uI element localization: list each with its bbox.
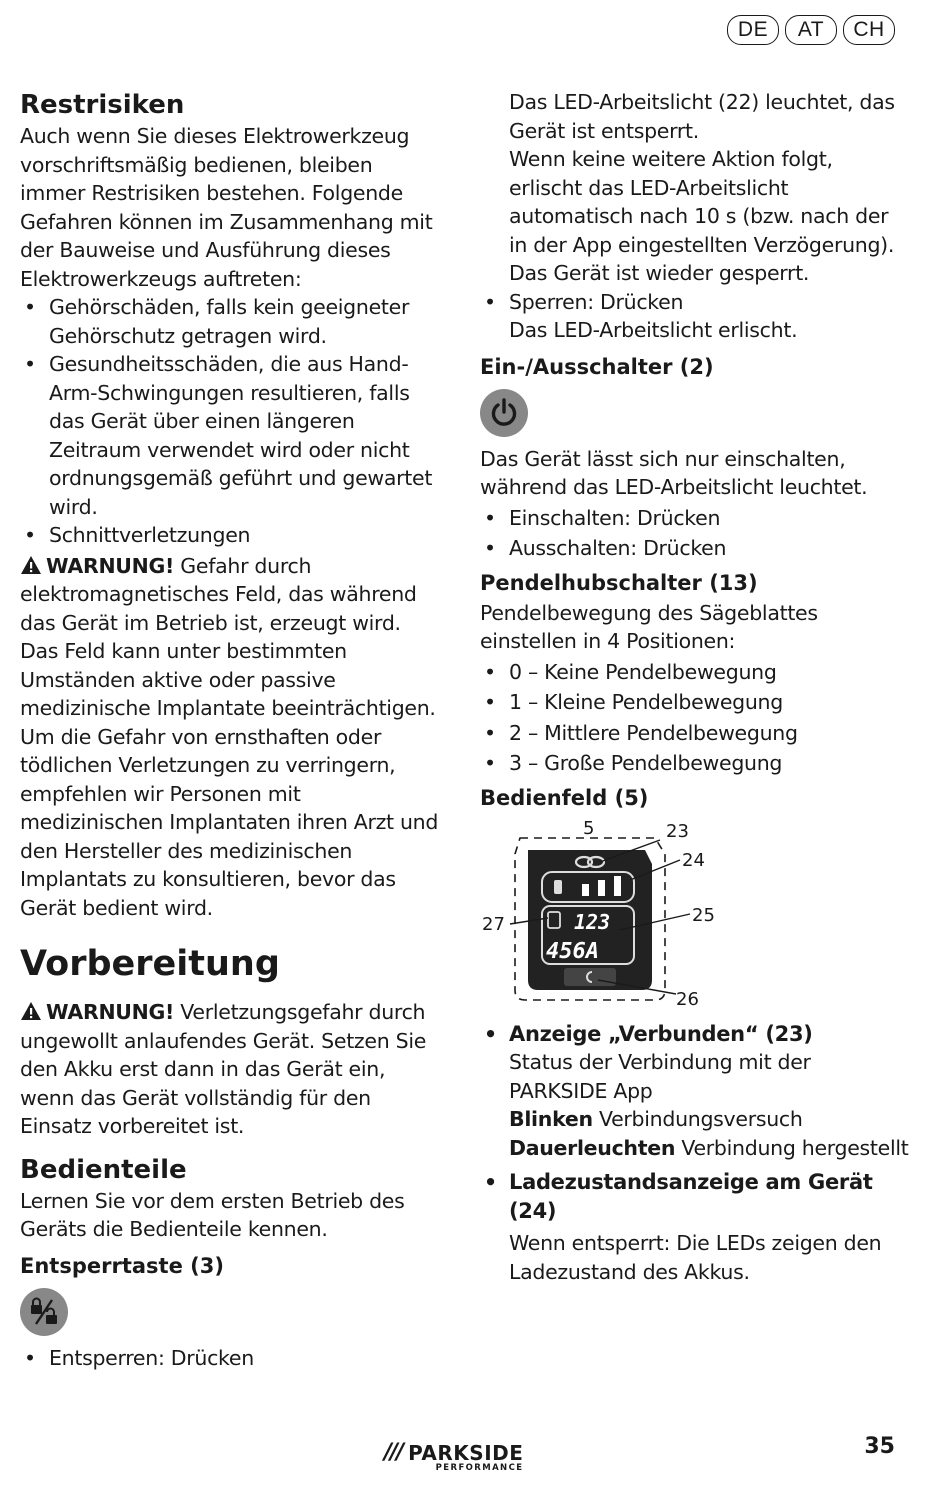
panel-button	[564, 968, 616, 986]
list-item: • Sperren: Drücken	[480, 288, 910, 317]
lang-badge-ch: CH	[843, 15, 895, 45]
bedienfeld-list	[480, 1020, 910, 1287]
anzeige-heading: • Anzeige „Verbunden“ (23)	[509, 1021, 813, 1046]
entsperr-continued-2: Wenn keine weitere Aktion folgt, erlischt das LED-Arbeitslicht automatisch nach 10 s (bzw. nach der in der App eingestellten Verzögerung). Das Gerät ist wieder gesperrt.	[509, 147, 895, 285]
language-badges	[727, 15, 895, 45]
control-panel-illustration	[480, 820, 740, 1010]
list-item: • Gesundheitsschäden, die aus Hand-Arm-Schwingungen resultieren, falls das Gerät über einen längeren Zeitraum verwendet wird oder nicht ordnungsgemäß geführt und gewartet wird.	[20, 350, 440, 521]
logo-word: PARKSIDE	[408, 1440, 524, 1465]
warning-triangle-icon	[20, 555, 42, 575]
warning-label: WARNUNG!	[46, 1000, 175, 1024]
digits-bottom: 456A	[546, 938, 599, 964]
callout-27: 27	[482, 913, 505, 935]
list-item: • Einschalten: Drücken	[480, 504, 910, 533]
list-item: • 0 – Keine Pendelbewegung	[480, 658, 910, 687]
pendel-text: Pendelbewegung des Sägeblattes einstellen in 4 Positionen:	[480, 600, 818, 653]
entsperr-continued-1: Das LED-Arbeitslicht (22) leuchtet, das Gerät ist entsperrt.	[509, 90, 895, 143]
callout-5: 5	[583, 819, 595, 839]
bedienteile-heading: Bedienteile	[20, 1154, 187, 1185]
logo-sub: PERFORMANCE	[435, 1463, 524, 1473]
list-item: • Ausschalten: Drücken	[480, 534, 910, 563]
blinken-line	[509, 1105, 910, 1134]
left-column	[20, 84, 440, 1372]
battery-led-2	[598, 880, 605, 896]
callout-23: 23	[666, 820, 689, 842]
callout-25: 25	[692, 904, 715, 926]
blinken-label: Blinken	[509, 1107, 593, 1131]
right-column	[480, 84, 910, 1286]
warning-text: Verletzungsgefahr durch ungewollt anlaufendes Gerät. Setzen Sie den Akku erst dann in das Gerät ein, wenn das Gerät vollständig für den Einsatz vorbereitet ist.	[20, 1000, 427, 1138]
list-item: • 1 – Kleine Pendelbewegung	[480, 688, 910, 717]
pendel-list	[480, 658, 910, 778]
entsperrtaste-list	[20, 1344, 440, 1373]
warning-label: WARNUNG!	[46, 553, 175, 578]
digits-top: 123	[574, 909, 611, 934]
parkside-logo	[384, 1440, 523, 1473]
lang-badge-at: AT	[785, 15, 837, 45]
einaus-text: Das Gerät lässt sich nur einschalten, während das LED-Arbeitslicht leuchtet.	[480, 446, 868, 499]
sperren-list	[480, 288, 910, 317]
list-item: • Schnittverletzungen	[20, 521, 440, 550]
anzeige-text: Status der Verbindung mit der PARKSIDE App	[509, 1050, 811, 1103]
list-item	[480, 1168, 910, 1286]
ladezustand-heading: • Ladezustandsanzeige am Gerät (24)	[509, 1170, 873, 1223]
logo-slashes-icon: ///	[384, 1440, 403, 1465]
list-item: • 3 – Große Pendelbewegung	[480, 749, 910, 778]
list-item: • 2 – Mittlere Pendelbewegung	[480, 719, 910, 748]
restrisiken-list	[20, 293, 440, 550]
sperren-continued: Das LED-Arbeitslicht erlischt.	[509, 318, 798, 342]
restrisiken-text: Auch wenn Sie dieses Elektrowerkzeug vorschriftsmäßig bedienen, bleiben immer Restrisiken bestehen. Folgende Gefahren können im Zusammenhang mit der Bauweise und Ausführung dieses Elektrowerkzeugs auftreten:	[20, 124, 433, 291]
pendel-heading: Pendelhubschalter (13)	[480, 570, 758, 595]
lang-badge-de: DE	[727, 15, 779, 45]
battery-led-3	[614, 876, 621, 896]
entsperrtaste-heading: Entsperrtaste (3)	[20, 1253, 224, 1278]
list-item: • Entsperren: Drücken	[20, 1344, 440, 1373]
warning-emf	[20, 552, 440, 923]
callout-24: 24	[682, 849, 705, 871]
dauer-label: Dauerleuchten	[509, 1135, 676, 1160]
bedienteile-text: Lernen Sie vor dem ersten Betrieb des Geräts die Bedienteile kennen.	[20, 1188, 405, 1241]
battery-led-1	[582, 884, 589, 896]
dauer-line	[509, 1134, 910, 1163]
warning-text: Gefahr durch elektromagnetisches Feld, das während das Gerät im Betrieb ist, erzeugt wird. Das Feld kann unter bestimmten Umständen aktive oder passive medizinische Implantate beeinträchtigen. Um die Gefahr von ernsthaften oder tödlichen Verletzungen zu verringern, empfehlen wir Personen mit medizinischen Implantaten ihren Arzt und den Hersteller des medizinischen Implantats zu konsultieren, bevor das Gerät bedient wird.	[20, 553, 439, 920]
power-button-icon	[480, 389, 528, 437]
einaus-heading: Ein-/Ausschalter (2)	[480, 354, 714, 379]
list-item	[480, 1020, 910, 1163]
warning-triangle-icon	[20, 1001, 42, 1021]
list-item: • Gehörschäden, falls kein geeigneter Gehörschutz getragen wird.	[20, 293, 440, 350]
bedienfeld-heading: Bedienfeld (5)	[480, 785, 649, 810]
vorbereitung-heading: Vorbereitung	[20, 944, 280, 984]
ladezustand-text: Wenn entsperrt: Die LEDs zeigen den Ladezustand des Akkus.	[509, 1231, 882, 1284]
unlock-button-icon	[20, 1288, 68, 1336]
battery-icon	[554, 880, 562, 894]
page-number: 35	[864, 1434, 895, 1459]
einaus-list	[480, 504, 910, 563]
callout-26: 26	[676, 988, 699, 1010]
blinken-text: Verbindungsversuch	[592, 1107, 803, 1131]
control-panel-figure	[480, 820, 740, 1010]
restrisiken-heading: Restrisiken	[20, 90, 185, 120]
dauer-text: Verbindung hergestellt	[675, 1135, 909, 1160]
warning-start	[20, 998, 440, 1141]
